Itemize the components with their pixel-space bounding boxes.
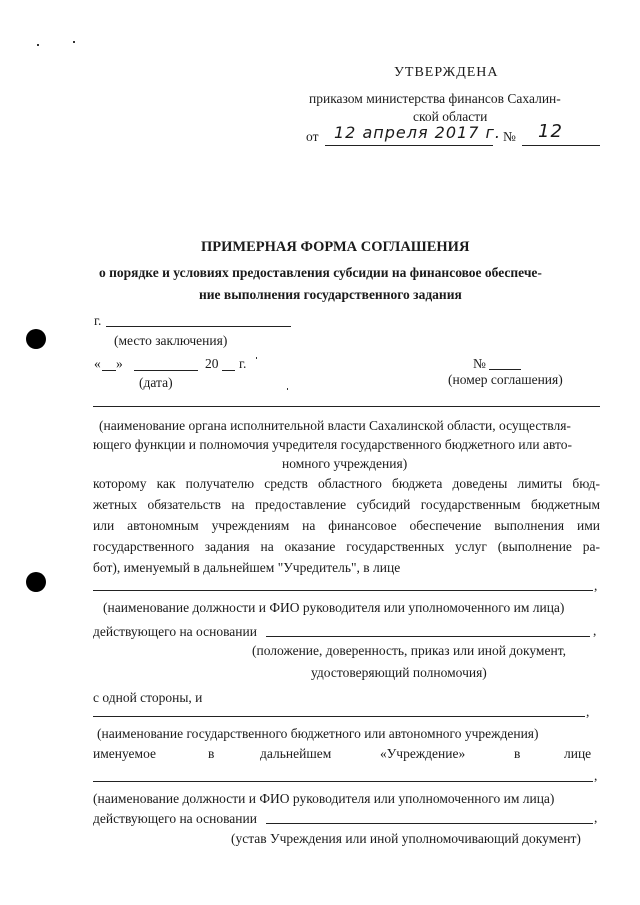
paragraph-line-5: бот), именуемый в дальнейшем "Учредитель", в лице: [93, 560, 401, 575]
founder-acting-label: действующего на основании: [93, 624, 257, 639]
approval-ot: от: [306, 129, 319, 144]
organ-caption-2: ющего функции и полномочия учредителя государственного бюджетного или авто-: [93, 437, 572, 452]
named-word-5: в: [514, 746, 521, 761]
named-word-3: дальнейшем: [260, 746, 332, 761]
charter-caption: (устав Учреждения или иной уполномочивающий документ): [231, 831, 581, 846]
date-quote-open: «: [94, 356, 101, 371]
punch-hole: [26, 572, 46, 592]
institution-head-caption: (наименование должности и ФИО руководителя или уполномоченного им лица): [93, 791, 555, 806]
institution-comma: ,: [586, 704, 590, 719]
date-month-line: [134, 370, 198, 371]
one-side-label: с одной стороны, и: [93, 690, 203, 705]
agreement-no-sign: №: [473, 356, 486, 371]
scan-speck: [256, 357, 257, 359]
scan-speck: [287, 388, 288, 390]
founder-basis-caption-1: (положение, доверенность, приказ или иной документ,: [252, 643, 566, 658]
organ-caption-3: номного учреждения): [282, 456, 408, 471]
paragraph-line-3: или автономным учреждениям на финансовое обеспечение выполнения ими: [93, 518, 600, 533]
date-caption: (дата): [139, 375, 173, 390]
institution-acting-label: действующего на основании: [93, 811, 257, 826]
agreement-no-line: [489, 369, 521, 370]
institution-basis-line: [266, 823, 593, 824]
approval-date-line: [325, 145, 493, 146]
date-day-line: [102, 370, 116, 371]
paragraph-line-1: которому как получателю средств областного бюджета доведены лимиты бюд-: [93, 476, 600, 491]
founder-head-line: [93, 590, 593, 591]
institution-caption: (наименование государственного бюджетного или автономного учреждения): [97, 726, 539, 741]
document-subtitle-2: ние выполнения государственного задания: [199, 287, 462, 302]
punch-hole: [26, 329, 46, 349]
institution-line: [93, 716, 585, 717]
approval-no-line: [522, 145, 600, 146]
founder-basis-line: [266, 636, 590, 637]
place-prefix: г.: [94, 313, 102, 328]
founder-basis-comma: ,: [593, 623, 597, 638]
approval-title: УТВЕРЖДЕНА: [394, 65, 499, 80]
organ-caption-1: (наименование органа исполнительной власти Сахалинской области, осуществля-: [99, 418, 571, 433]
approval-no-handwritten: 12: [538, 121, 563, 142]
document-title: ПРИМЕРНАЯ ФОРМА СОГЛАШЕНИЯ: [201, 239, 470, 255]
approval-line-1: приказом министерства финансов Сахалин-: [309, 91, 561, 106]
date-year-prefix: 20: [205, 356, 219, 371]
place-line: [106, 326, 291, 327]
agreement-no-caption: (номер соглашения): [448, 372, 563, 387]
named-word-1: именуемое: [93, 746, 156, 761]
named-word-4: «Учреждение»: [380, 746, 466, 761]
institution-head-line: [93, 781, 593, 782]
approval-date-handwritten: 12 апреля 2017 г.: [334, 123, 501, 142]
document-subtitle-1: о порядке и условиях предоставления субсидии на финансовое обеспече-: [99, 265, 542, 280]
scan-speck: [73, 41, 75, 43]
institution-head-comma: ,: [594, 768, 598, 783]
institution-basis-comma: ,: [594, 810, 598, 825]
scan-speck: [37, 44, 39, 46]
approval-no-sign: №: [503, 129, 516, 144]
founder-head-caption: (наименование должности и ФИО руководителя или уполномоченного им лица): [103, 600, 565, 615]
founder-basis-caption-2: удостоверяющий полномочия): [311, 665, 487, 680]
named-word-6: лице: [564, 746, 592, 761]
approval-line-2: ской области: [413, 109, 488, 124]
date-year-line: [222, 370, 235, 371]
paragraph-line-2: жетных обязательств на предоставление субсидий государственным бюджетным: [93, 497, 600, 512]
date-quote-close: »: [116, 356, 123, 371]
named-word-2: в: [208, 746, 215, 761]
organ-line: [93, 406, 600, 407]
founder-head-comma: ,: [594, 578, 598, 593]
place-caption: (место заключения): [114, 333, 228, 348]
date-g: г.: [239, 356, 247, 371]
paragraph-line-4: государственного задания на оказание государственных услуг (выполнение ра-: [93, 539, 600, 554]
